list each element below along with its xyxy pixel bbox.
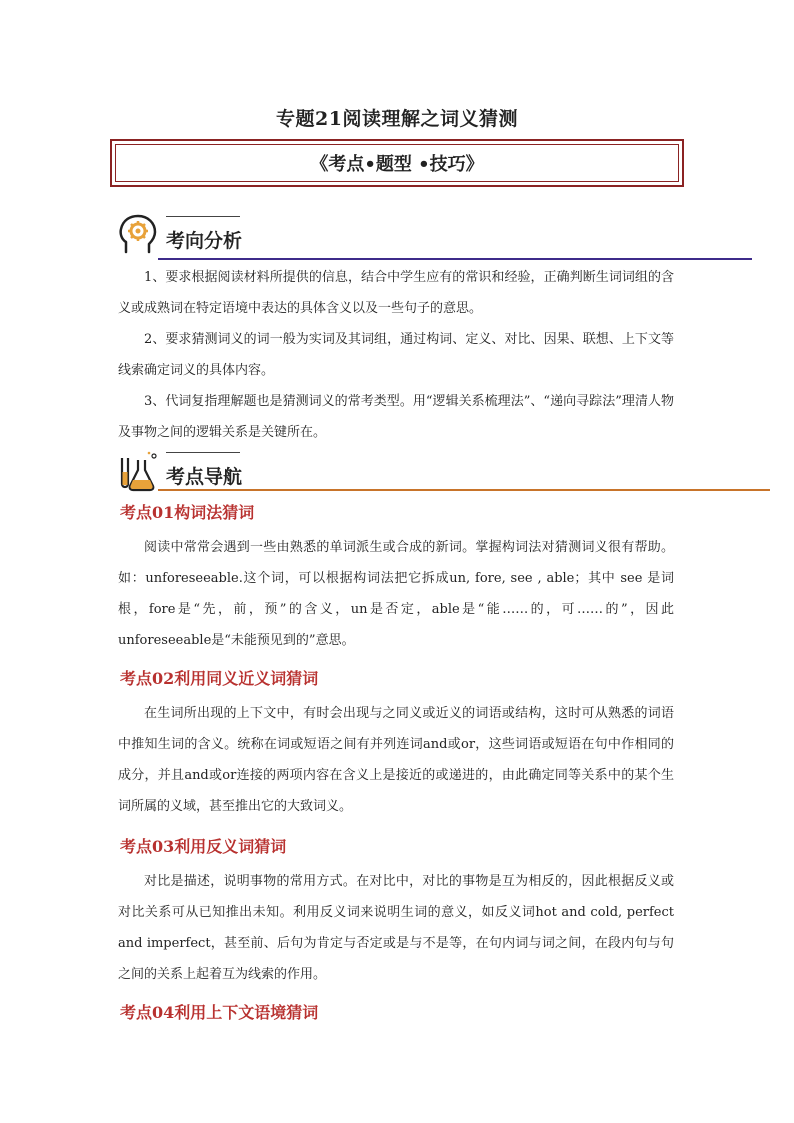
section-heading-analysis: 考向分析 bbox=[166, 230, 243, 252]
page-title: 专题21阅读理解之词义猜测 bbox=[276, 108, 518, 130]
point-paragraph-02: 在生词所出现的上下文中，有时会出现与之同义或近义的词语或结构，这时可从熟悉的词语中推知生词的含义。统称在词或短语之间有并列连词and或or，这些词语或短语在句中作相同的成分，并且and或or连接的两项内容在含义上是接近的或递进的，由此确定同等关系中的某个生词所属的义域，甚至推出它的大致词义。 bbox=[118, 706, 674, 814]
section-rule-navigation bbox=[158, 489, 770, 491]
head-gears-icon bbox=[118, 214, 158, 256]
section-header-analysis bbox=[118, 214, 758, 260]
lab-flask-icon bbox=[118, 450, 158, 492]
point-heading-01: 考点01构词法猜词 bbox=[120, 503, 255, 522]
section-heading-navigation: 考点导航 bbox=[166, 466, 243, 488]
analysis-paragraph-2: 2、要求猜测词义的词一般为实词及其词组，通过构词、定义、对比、因果、联想、上下文等线索确定词义的具体内容。 bbox=[118, 332, 674, 378]
point-heading-03: 考点03利用反义词猜词 bbox=[120, 837, 287, 856]
heading-decoration-line bbox=[166, 216, 240, 217]
subtitle-text: 《考点•题型 •技巧》 bbox=[115, 144, 679, 182]
analysis-paragraph-1: 1、要求根据阅读材料所提供的信息，结合中学生应有的常识和经验，正确判断生词词组的含义或成熟词在特定语境中表达的具体含义以及一些句子的意思。 bbox=[118, 270, 674, 316]
point-heading-02: 考点02利用同义近义词猜词 bbox=[120, 669, 319, 688]
point-paragraph-03: 对比是描述，说明事物的常用方式。在对比中，对比的事物是互为相反的，因此根据反义或对比关系可从已知推出未知。利用反义词来说明生词的意义，如反义词hot and cold, perfect and imperfect，甚至前、后句为肯定与否定或是与不是等，在句内词与词之间，在段内句与句之间的关系上起着互为线索的作用。 bbox=[118, 874, 674, 982]
analysis-paragraph-3: 3、代词复指理解题也是猜测词义的常考类型。用“逻辑关系梳理法”、“递向寻踪法”理清人物及事物之间的逻辑关系是关键所在。 bbox=[118, 394, 674, 440]
point-paragraph-01: 阅读中常常会遇到一些由熟悉的单词派生或合成的新词。掌握构词法对猜测词义很有帮助。如：unforeseeable.这个词，可以根据构词法把它拆成un, fore, see , able；其中 see 是词根，fore是“先，前，预”的含义，un是否定，able是“能……的，可……的”，因此unforeseeable是“未能预见到的”意思。 bbox=[118, 540, 674, 648]
section-rule-analysis bbox=[158, 258, 752, 260]
subtitle-frame bbox=[110, 139, 684, 187]
point-heading-04: 考点04利用上下文语境猜词 bbox=[120, 1003, 319, 1022]
heading-decoration-line bbox=[166, 452, 240, 453]
